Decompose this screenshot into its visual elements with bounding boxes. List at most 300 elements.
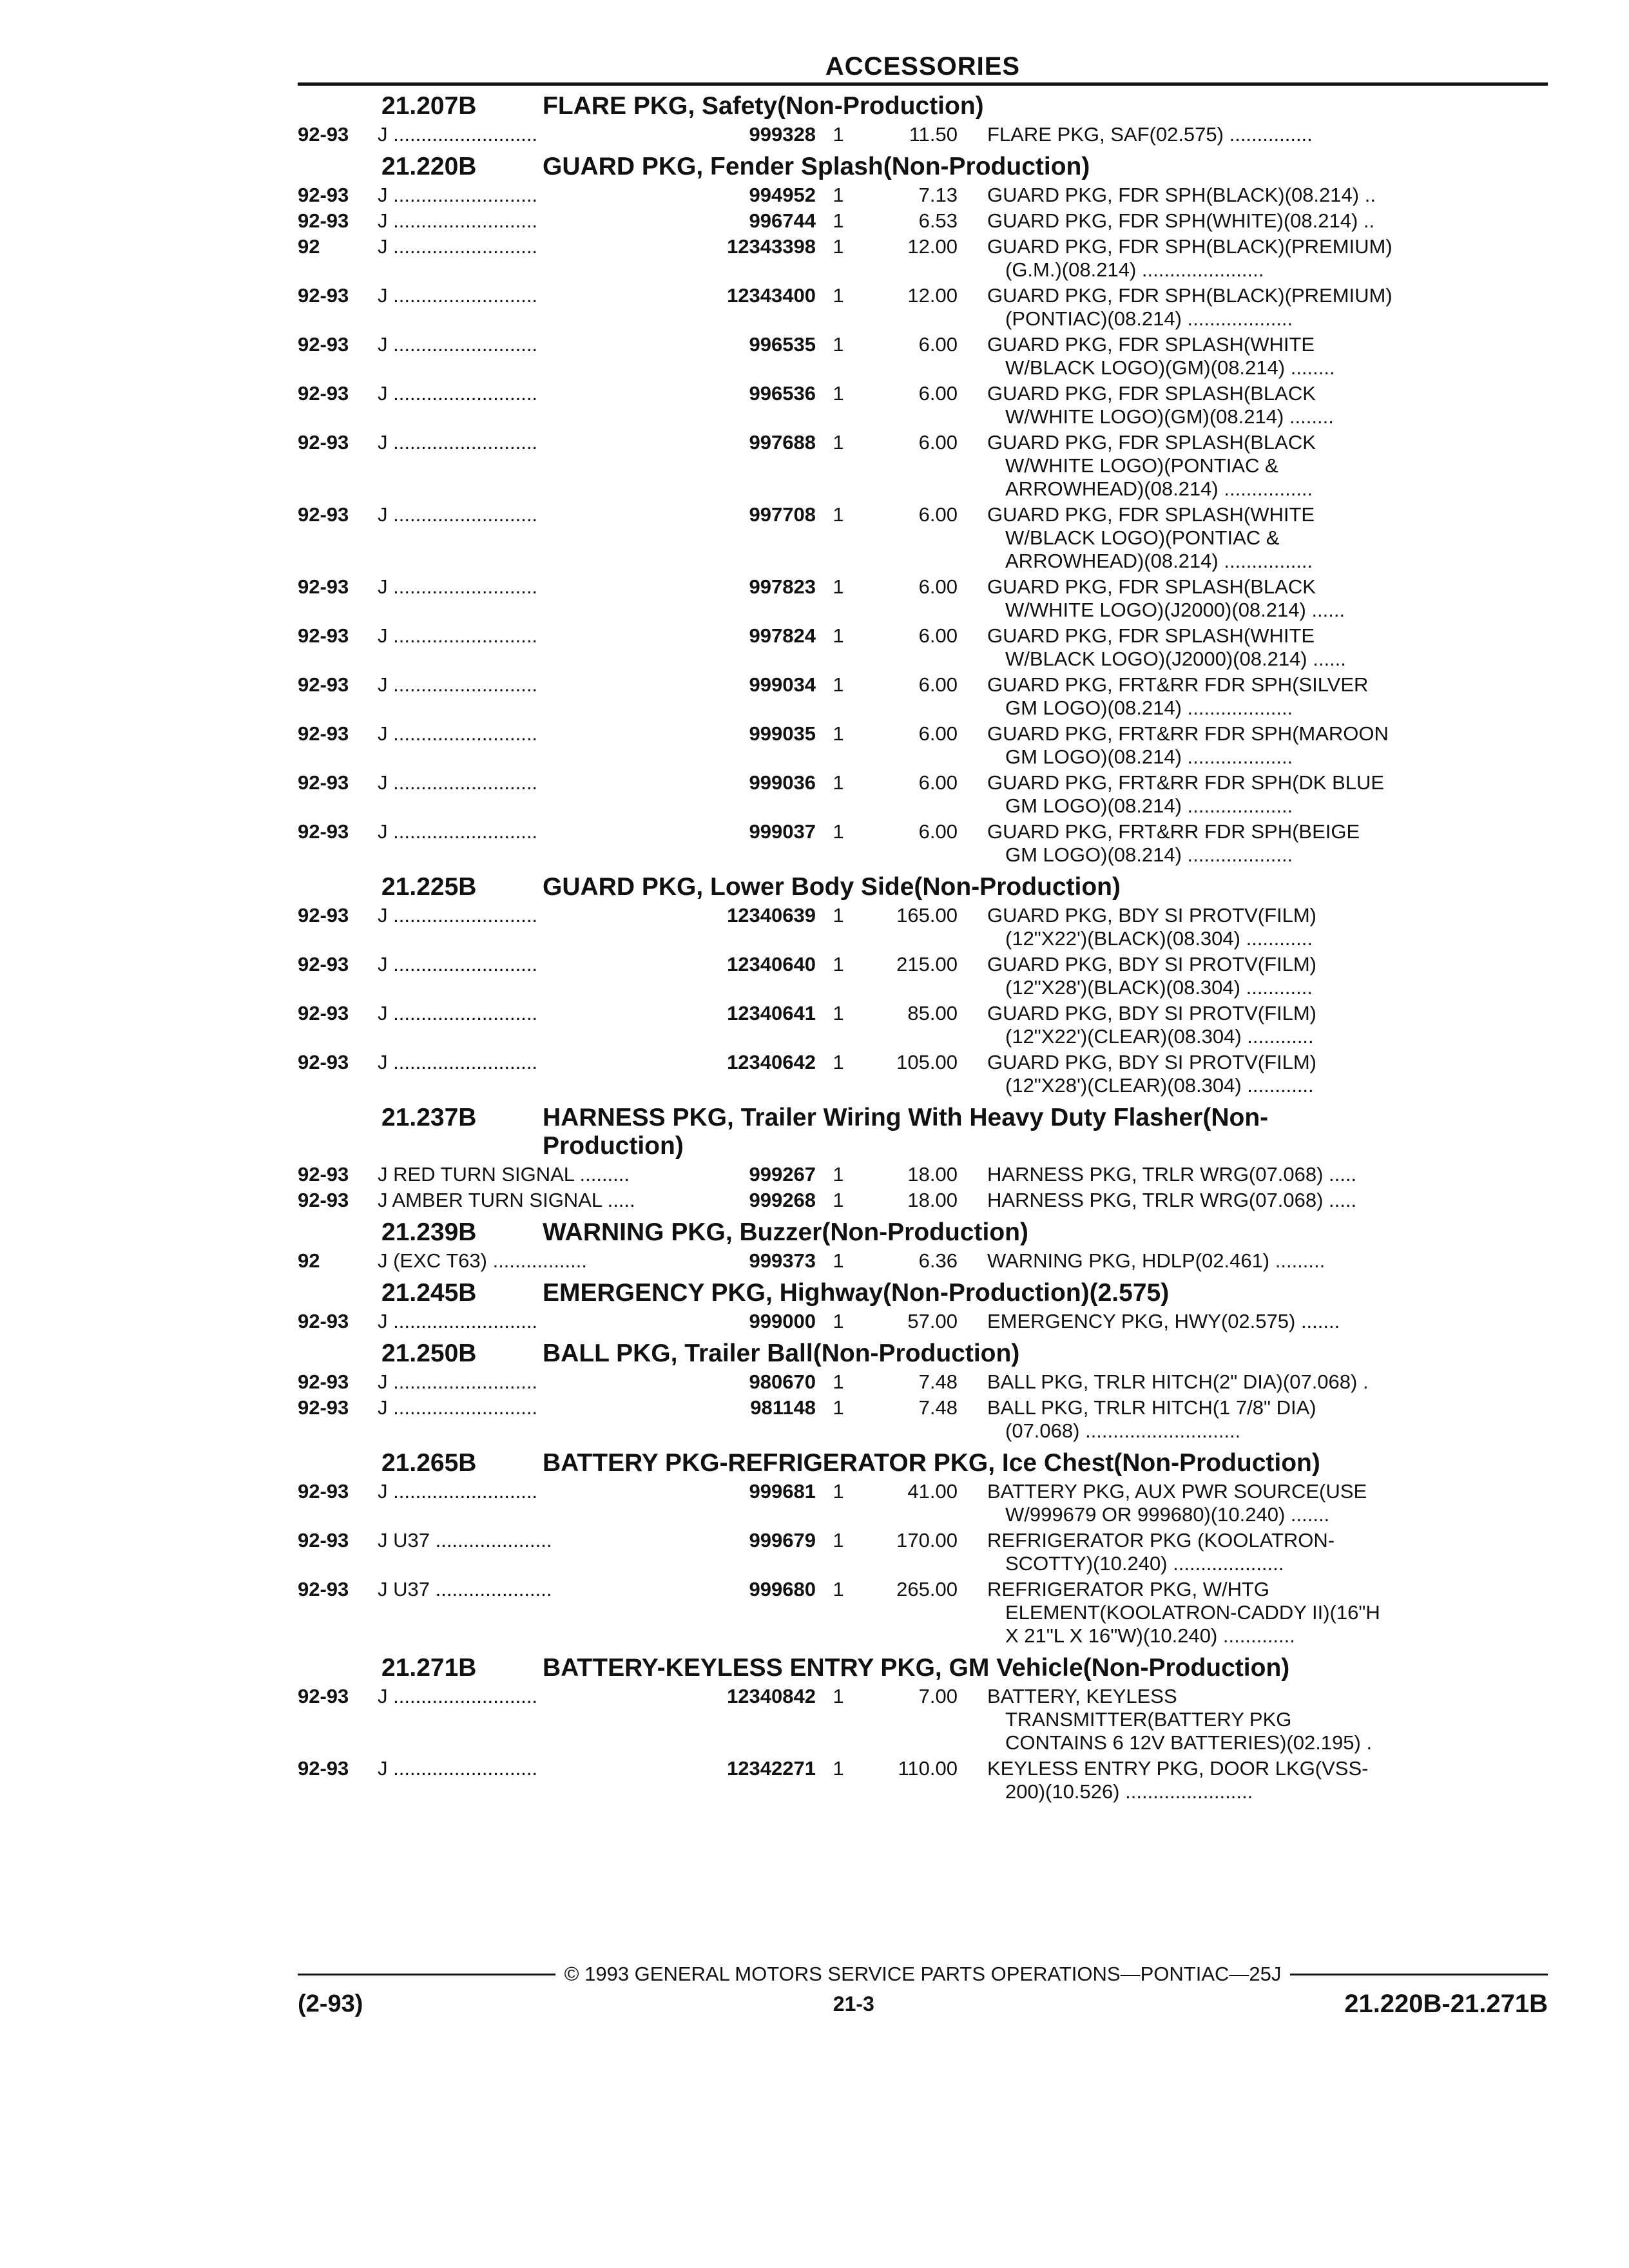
quantity: 1 — [833, 1002, 844, 1024]
model-years: 92-93 — [298, 1370, 349, 1393]
title-rule — [298, 82, 1548, 86]
usage-description: J .......................... — [378, 1396, 538, 1419]
usage-description: J .......................... — [378, 1757, 538, 1780]
model-years: 92-93 — [298, 820, 349, 843]
part-name-line: W/BLACK LOGO)(PONTIAC & — [1005, 526, 1280, 549]
section-number: 21.220B — [381, 153, 477, 180]
part-name-line: BALL PKG, TRLR HITCH(2" DIA)(07.068) . — [987, 1370, 1369, 1393]
model-years: 92-93 — [298, 1529, 349, 1552]
usage-description: J .......................... — [378, 184, 538, 206]
model-years: 92-93 — [298, 722, 349, 745]
part-name — [958, 209, 1548, 233]
part-name — [958, 382, 1548, 428]
part-number: 999373 — [749, 1249, 816, 1272]
section-title: BATTERY PKG-REFRIGERATOR PKG, Ice Chest(Non-Production) — [543, 1449, 1320, 1477]
part-name-line: WARNING PKG, HDLP(02.461) ......... — [987, 1249, 1325, 1272]
part-name-line: GM LOGO)(08.214) ................... — [1005, 697, 1293, 719]
section-number: 21.207B — [381, 92, 477, 120]
quantity: 1 — [833, 1249, 844, 1272]
part-name — [958, 673, 1548, 720]
part-row — [298, 1529, 1548, 1575]
usage-description: J .......................... — [378, 771, 538, 794]
part-name-line: HARNESS PKG, TRLR WRG(07.068) ..... — [987, 1189, 1357, 1211]
section-title: HARNESS PKG, Trailer Wiring With Heavy Duty Flasher(Non- Production) — [543, 1104, 1269, 1160]
usage-description: J .......................... — [378, 382, 538, 405]
price: 6.00 — [918, 820, 958, 843]
part-row — [298, 123, 1548, 146]
part-name-line: W/BLACK LOGO)(GM)(08.214) ........ — [1005, 356, 1335, 379]
model-years: 92-93 — [298, 1163, 349, 1186]
section-heading — [298, 153, 1548, 181]
section-title: GUARD PKG, Lower Body Side(Non-Production) — [543, 873, 1121, 901]
quantity: 1 — [833, 1480, 844, 1503]
price: 6.00 — [918, 673, 958, 696]
part-row — [298, 575, 1548, 622]
usage-description: J .......................... — [378, 209, 538, 232]
price: 12.00 — [907, 235, 958, 258]
part-name-line: GUARD PKG, FDR SPH(BLACK)(PREMIUM) — [987, 235, 1393, 258]
quantity: 1 — [833, 184, 844, 206]
part-name-line: (12"X22')(CLEAR)(08.304) ............ — [1005, 1025, 1314, 1048]
part-name — [958, 1370, 1548, 1394]
model-years: 92-93 — [298, 904, 349, 927]
model-years: 92 — [298, 1249, 320, 1272]
page-title: ACCESSORIES — [825, 52, 1021, 81]
part-name — [958, 123, 1548, 146]
footer-bottom-row — [298, 1990, 1548, 2019]
model-years: 92-93 — [298, 503, 349, 526]
part-number: 997688 — [749, 431, 816, 454]
quantity: 1 — [833, 575, 844, 598]
part-name — [958, 503, 1548, 573]
part-name-line: GUARD PKG, FDR SPLASH(BLACK — [987, 431, 1316, 454]
part-name-line: W/999679 OR 999680)(10.240) ....... — [1005, 1503, 1330, 1526]
part-number: 999679 — [749, 1529, 816, 1552]
usage-description: J .......................... — [378, 624, 538, 647]
usage-description: J .......................... — [378, 575, 538, 598]
usage-description: J U37 ..................... — [378, 1578, 552, 1600]
part-name-line: GUARD PKG, FDR SPLASH(WHITE — [987, 624, 1315, 647]
model-years: 92-93 — [298, 953, 349, 975]
model-years: 92-93 — [298, 333, 349, 356]
price: 6.00 — [918, 382, 958, 405]
part-name — [958, 284, 1548, 331]
quantity: 1 — [833, 123, 844, 146]
part-name-line: (PONTIAC)(08.214) ................... — [1005, 307, 1293, 330]
section-title: GUARD PKG, Fender Splash(Non-Production) — [543, 153, 1090, 180]
part-name-line: BALL PKG, TRLR HITCH(1 7/8" DIA) — [987, 1396, 1316, 1419]
model-years: 92-93 — [298, 431, 349, 454]
price: 18.00 — [907, 1163, 958, 1186]
part-row — [298, 1480, 1548, 1526]
part-name — [958, 1396, 1548, 1443]
price: 6.53 — [918, 209, 958, 232]
section-number: 21.250B — [381, 1340, 477, 1367]
quantity: 1 — [833, 1370, 844, 1393]
usage-description: J RED TURN SIGNAL ......... — [378, 1163, 630, 1186]
section-heading — [298, 1218, 1548, 1247]
usage-description: J .......................... — [378, 1002, 538, 1024]
quantity: 1 — [833, 1757, 844, 1780]
part-number: 12343398 — [727, 235, 816, 258]
part-number: 999680 — [749, 1578, 816, 1600]
part-name-line: GUARD PKG, FRT&RR FDR SPH(MAROON — [987, 722, 1389, 745]
price: 57.00 — [907, 1310, 958, 1332]
model-years: 92-93 — [298, 673, 349, 696]
price: 11.50 — [909, 123, 958, 146]
quantity: 1 — [833, 771, 844, 794]
part-name — [958, 1163, 1548, 1186]
usage-description: J .......................... — [378, 1480, 538, 1503]
part-name-line: W/WHITE LOGO)(GM)(08.214) ........ — [1005, 405, 1334, 428]
part-name-line: (12"X28')(BLACK)(08.304) ............ — [1005, 976, 1313, 999]
part-row — [298, 1685, 1548, 1754]
price: 6.00 — [918, 722, 958, 745]
section-title: BATTERY-KEYLESS ENTRY PKG, GM Vehicle(Non-Production) — [543, 1654, 1290, 1682]
part-name-line: W/BLACK LOGO)(J2000)(08.214) ...... — [1005, 648, 1346, 670]
part-name-line: X 21"L X 16"W)(10.240) ............. — [1005, 1624, 1295, 1647]
part-name — [958, 1051, 1548, 1097]
quantity: 1 — [833, 1685, 844, 1707]
section-number: 21.239B — [381, 1218, 477, 1246]
part-row — [298, 1310, 1548, 1333]
model-years: 92-93 — [298, 1685, 349, 1707]
part-name — [958, 431, 1548, 501]
part-number: 999268 — [749, 1189, 816, 1211]
part-row — [298, 1002, 1548, 1048]
part-name — [958, 904, 1548, 950]
price: 215.00 — [896, 953, 958, 975]
quantity: 1 — [833, 1189, 844, 1211]
usage-description: J .......................... — [378, 673, 538, 696]
part-row — [298, 382, 1548, 428]
part-number: 999037 — [749, 820, 816, 843]
model-years: 92-93 — [298, 771, 349, 794]
part-name — [958, 1189, 1548, 1212]
part-name-line: W/WHITE LOGO)(PONTIAC & — [1005, 454, 1278, 477]
part-name-line: GUARD PKG, FDR SPLASH(WHITE — [987, 503, 1315, 526]
part-name — [958, 771, 1548, 818]
part-row — [298, 722, 1548, 769]
price: 18.00 — [907, 1189, 958, 1211]
part-name — [958, 1685, 1548, 1754]
model-years: 92-93 — [298, 184, 349, 206]
part-number: 999267 — [749, 1163, 816, 1186]
part-row — [298, 235, 1548, 282]
part-name — [958, 953, 1548, 999]
part-name-line: CONTAINS 6 12V BATTERIES)(02.195) . — [1005, 1731, 1373, 1754]
part-number: 999681 — [749, 1480, 816, 1503]
copyright-text: © 1993 GENERAL MOTORS SERVICE PARTS OPERATIONS—PONTIAC—25J — [564, 1963, 1282, 1985]
part-name — [958, 624, 1548, 671]
quantity: 1 — [833, 1163, 844, 1186]
price: 7.48 — [918, 1396, 958, 1419]
part-row — [298, 1396, 1548, 1443]
quantity: 1 — [833, 1578, 844, 1600]
part-name-line: REFRIGERATOR PKG, W/HTG — [987, 1578, 1270, 1600]
section-number: 21.265B — [381, 1449, 477, 1477]
part-name-line: TRANSMITTER(BATTERY PKG — [1005, 1708, 1292, 1731]
usage-description: J .......................... — [378, 1310, 538, 1332]
section-title: FLARE PKG, Safety(Non-Production) — [543, 92, 984, 120]
part-name-line: SCOTTY)(10.240) .................... — [1005, 1552, 1284, 1575]
part-name-line: GM LOGO)(08.214) ................... — [1005, 745, 1293, 768]
footer-copyright-row — [298, 1963, 1548, 1986]
part-row — [298, 1370, 1548, 1394]
quantity: 1 — [833, 673, 844, 696]
part-number: 994952 — [749, 184, 816, 206]
part-number: 12342271 — [727, 1757, 816, 1780]
part-number: 997708 — [749, 503, 816, 526]
price: 110.00 — [898, 1757, 958, 1780]
part-name-line: EMERGENCY PKG, HWY(02.575) ....... — [987, 1310, 1340, 1332]
model-years: 92-93 — [298, 1189, 349, 1211]
usage-description: J .......................... — [378, 1685, 538, 1707]
usage-description: J .......................... — [378, 820, 538, 843]
usage-description: J .......................... — [378, 284, 538, 307]
part-row — [298, 431, 1548, 501]
page-footer — [298, 1963, 1548, 2019]
price: 6.00 — [918, 431, 958, 454]
price: 7.13 — [918, 184, 958, 206]
part-name-line: REFRIGERATOR PKG (KOOLATRON- — [987, 1529, 1335, 1552]
page-number: 21-3 — [833, 1992, 874, 2015]
usage-description: J (EXC T63) ................. — [378, 1249, 588, 1272]
quantity: 1 — [833, 953, 844, 975]
quantity: 1 — [833, 1529, 844, 1552]
section-heading — [298, 92, 1548, 120]
part-name-line: W/WHITE LOGO)(J2000)(08.214) ...... — [1005, 599, 1345, 621]
price: 41.00 — [907, 1480, 958, 1503]
section-number: 21.271B — [381, 1654, 477, 1682]
part-name-line: GUARD PKG, FDR SPH(BLACK)(08.214) .. — [987, 184, 1376, 206]
part-row — [298, 953, 1548, 999]
quantity: 1 — [833, 431, 844, 454]
part-number: 12340641 — [727, 1002, 816, 1024]
part-number: 980670 — [749, 1370, 816, 1393]
model-years: 92-93 — [298, 1757, 349, 1780]
part-row — [298, 1189, 1548, 1212]
quantity: 1 — [833, 333, 844, 356]
model-years: 92-93 — [298, 1578, 349, 1600]
part-name — [958, 722, 1548, 769]
section-heading — [298, 1654, 1548, 1682]
part-row — [298, 209, 1548, 233]
part-row — [298, 771, 1548, 818]
part-number: 996535 — [749, 333, 816, 356]
part-row — [298, 1249, 1548, 1273]
part-row — [298, 284, 1548, 331]
part-row — [298, 1163, 1548, 1186]
part-name — [958, 820, 1548, 867]
model-years: 92-93 — [298, 624, 349, 647]
section-heading — [298, 1279, 1548, 1307]
price: 6.00 — [918, 333, 958, 356]
date-code: (2-93) — [298, 1990, 363, 2017]
quantity: 1 — [833, 820, 844, 843]
model-years: 92-93 — [298, 1002, 349, 1024]
quantity: 1 — [833, 382, 844, 405]
price: 265.00 — [896, 1578, 958, 1600]
part-name — [958, 1757, 1548, 1803]
part-name — [958, 1578, 1548, 1648]
part-number: 999000 — [749, 1310, 816, 1332]
price: 6.00 — [918, 575, 958, 598]
part-name-line: GM LOGO)(08.214) ................... — [1005, 843, 1293, 866]
model-years: 92-93 — [298, 284, 349, 307]
section-heading — [298, 1340, 1548, 1368]
part-name-line: ARROWHEAD)(08.214) ................ — [1005, 550, 1313, 572]
part-name — [958, 333, 1548, 380]
part-row — [298, 1757, 1548, 1803]
price: 6.00 — [918, 624, 958, 647]
footer-rule-left — [298, 1974, 555, 1975]
quantity: 1 — [833, 284, 844, 307]
price: 85.00 — [907, 1002, 958, 1024]
part-name — [958, 184, 1548, 207]
catalog-page — [298, 52, 1548, 1803]
part-name-line: (12"X28')(CLEAR)(08.304) ............ — [1005, 1074, 1314, 1097]
model-years: 92-93 — [298, 1310, 349, 1332]
part-name-line: GM LOGO)(08.214) ................... — [1005, 794, 1293, 817]
part-name-line: (G.M.)(08.214) ...................... — [1005, 258, 1264, 281]
part-name-line: (07.068) ............................ — [1005, 1419, 1241, 1442]
part-name-line: GUARD PKG, FRT&RR FDR SPH(SILVER — [987, 673, 1369, 696]
quantity: 1 — [833, 1051, 844, 1073]
model-years: 92-93 — [298, 1396, 349, 1419]
part-number: 981148 — [750, 1396, 816, 1419]
part-row — [298, 673, 1548, 720]
part-name-line: GUARD PKG, FDR SPLASH(WHITE — [987, 333, 1315, 356]
part-number: 999036 — [749, 771, 816, 794]
part-name-line: GUARD PKG, FDR SPH(WHITE)(08.214) .. — [987, 209, 1375, 232]
section-number: 21.237B — [381, 1104, 477, 1131]
quantity: 1 — [833, 1396, 844, 1419]
usage-description: J .......................... — [378, 1051, 538, 1073]
model-years: 92 — [298, 235, 320, 258]
part-name-line: KEYLESS ENTRY PKG, DOOR LKG(VSS- — [987, 1757, 1369, 1780]
price: 7.00 — [918, 1685, 958, 1707]
model-years: 92-93 — [298, 123, 349, 146]
part-number: 997824 — [749, 624, 816, 647]
section-heading — [298, 1449, 1548, 1477]
part-number: 999034 — [749, 673, 816, 696]
part-name-line: HARNESS PKG, TRLR WRG(07.068) ..... — [987, 1163, 1357, 1186]
part-name-line: FLARE PKG, SAF(02.575) ............... — [987, 123, 1313, 146]
part-row — [298, 1578, 1548, 1648]
part-name-line: GUARD PKG, FRT&RR FDR SPH(DK BLUE — [987, 771, 1385, 794]
part-row — [298, 184, 1548, 207]
price: 6.36 — [918, 1249, 958, 1272]
model-years: 92-93 — [298, 1051, 349, 1073]
part-row — [298, 904, 1548, 950]
part-name — [958, 1002, 1548, 1048]
part-name-line: BATTERY PKG, AUX PWR SOURCE(USE — [987, 1480, 1367, 1503]
price: 165.00 — [896, 904, 958, 927]
part-name — [958, 1249, 1548, 1273]
price: 170.00 — [896, 1529, 958, 1552]
usage-description: J AMBER TURN SIGNAL ..... — [378, 1189, 635, 1211]
price: 105.00 — [896, 1051, 958, 1073]
section-title: WARNING PKG, Buzzer(Non-Production) — [543, 1218, 1028, 1246]
part-name-line: GUARD PKG, BDY SI PROTV(FILM) — [987, 1051, 1317, 1073]
usage-description: J .......................... — [378, 235, 538, 258]
part-name — [958, 235, 1548, 282]
model-years: 92-93 — [298, 382, 349, 405]
part-number: 12340639 — [727, 904, 816, 927]
part-number: 996536 — [749, 382, 816, 405]
usage-description: J .......................... — [378, 953, 538, 975]
price: 6.00 — [918, 771, 958, 794]
part-name-line: GUARD PKG, FDR SPLASH(BLACK — [987, 575, 1316, 598]
model-years: 92-93 — [298, 1480, 349, 1503]
footer-rule-right — [1290, 1974, 1548, 1975]
section-title: EMERGENCY PKG, Highway(Non-Production)(2.575) — [543, 1279, 1170, 1307]
section-number: 21.225B — [381, 873, 477, 901]
part-number: 999328 — [749, 123, 816, 146]
section-heading — [298, 873, 1548, 901]
part-name — [958, 1310, 1548, 1333]
usage-description: J .......................... — [378, 333, 538, 356]
usage-description: J .......................... — [378, 431, 538, 454]
section-range: 21.220B-21.271B — [1344, 1990, 1548, 2018]
quantity: 1 — [833, 235, 844, 258]
usage-description: J U37 ..................... — [378, 1529, 552, 1552]
part-name — [958, 1480, 1548, 1526]
part-name-line: GUARD PKG, FDR SPLASH(BLACK — [987, 382, 1316, 405]
part-name-line: GUARD PKG, FRT&RR FDR SPH(BEIGE — [987, 820, 1360, 843]
usage-description: J .......................... — [378, 503, 538, 526]
part-number: 997823 — [749, 575, 816, 598]
part-number: 12343400 — [727, 284, 816, 307]
quantity: 1 — [833, 904, 844, 927]
quantity: 1 — [833, 624, 844, 647]
part-name-line: 200)(10.526) ....................... — [1005, 1780, 1253, 1803]
part-number: 12340642 — [727, 1051, 816, 1073]
part-name — [958, 575, 1548, 622]
usage-description: J .......................... — [378, 1370, 538, 1393]
quantity: 1 — [833, 209, 844, 232]
section-title: BALL PKG, Trailer Ball(Non-Production) — [543, 1340, 1020, 1367]
price: 6.00 — [918, 503, 958, 526]
part-name-line: (12"X22')(BLACK)(08.304) ............ — [1005, 927, 1313, 950]
quantity: 1 — [833, 1310, 844, 1332]
part-name-line: GUARD PKG, BDY SI PROTV(FILM) — [987, 1002, 1317, 1024]
part-number: 999035 — [749, 722, 816, 745]
part-row — [298, 333, 1548, 380]
part-name-line: ARROWHEAD)(08.214) ................ — [1005, 477, 1313, 500]
part-row — [298, 1051, 1548, 1097]
usage-description: J .......................... — [378, 904, 538, 927]
model-years: 92-93 — [298, 209, 349, 232]
usage-description: J .......................... — [378, 722, 538, 745]
sections-container — [298, 92, 1548, 1803]
part-row — [298, 820, 1548, 867]
part-row — [298, 624, 1548, 671]
section-heading — [298, 1104, 1548, 1160]
part-row — [298, 503, 1548, 573]
section-number: 21.245B — [381, 1279, 477, 1307]
usage-description: J .......................... — [378, 123, 538, 146]
part-number: 12340842 — [727, 1685, 816, 1707]
part-name-line: GUARD PKG, FDR SPH(BLACK)(PREMIUM) — [987, 284, 1393, 307]
price: 12.00 — [907, 284, 958, 307]
quantity: 1 — [833, 503, 844, 526]
part-name-line: ELEMENT(KOOLATRON-CADDY II)(16"H — [1005, 1601, 1380, 1624]
part-name — [958, 1529, 1548, 1575]
quantity: 1 — [833, 722, 844, 745]
model-years: 92-93 — [298, 575, 349, 598]
